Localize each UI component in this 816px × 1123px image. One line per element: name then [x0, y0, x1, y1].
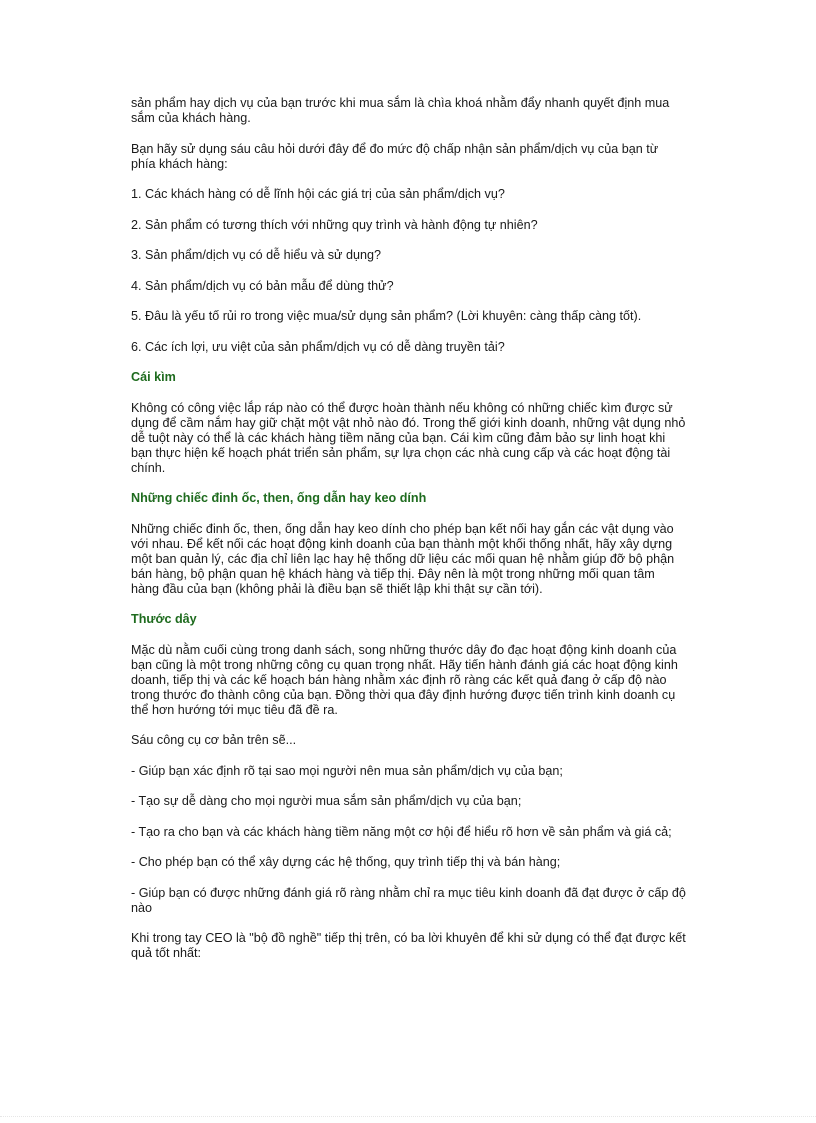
page-bottom-divider [0, 1116, 816, 1117]
section-body-pliers: Không có công việc lắp ráp nào có thể được hoàn thành nếu không có những chiếc kìm được sử dụng để cầm nắm hay giữ chặt một vật nhỏ nào đó. Trong thế giới kinh doanh, những vật dụng nhỏ dễ tuột này có thể là các khách hàng tiềm năng của bạn. Cái kìm cũng đảm bảo sự linh hoạt khi bạn thực hiện kế hoạch phát triển sản phẩm, sự lựa chọn các nhà cung cấp và các hoạt động tài chính. [131, 400, 686, 475]
closing-paragraph: Khi trong tay CEO là "bộ đồ nghề" tiếp thị trên, có ba lời khuyên để khi sử dụng có thể đạt được kết quả tốt nhất: [131, 931, 686, 960]
intro-paragraph: sản phẩm hay dịch vụ của bạn trước khi mua sắm là chìa khoá nhằm đẩy nhanh quyết định mua sắm của khách hàng. [131, 96, 670, 125]
question-item: 5. Đâu là yếu tố rủi ro trong việc mua/sử dụng sản phẩm? (Lời khuyên: càng thấp càng tốt). [131, 309, 642, 323]
section-heading-pliers: Cái kìm [131, 370, 176, 384]
document-page [131, 96, 686, 977]
section-body-tape-measure: Mặc dù nằm cuối cùng trong danh sách, song những thước dây đo đạc hoạt động kinh doanh của bạn cũng là một trong những công cụ quan trọng nhất. Hãy tiến hành đánh giá các hoạt động kinh doanh, tiếp thị và các kế hoạch bán hàng nhằm xác định rõ ràng các kết quả đang ở cấp độ nào trong thước đo thành công của bạn. Đồng thời qua đây định hướng được tiến trình kinh doanh cụ thể hơn hướng tới mục tiêu đã đề ra. [131, 642, 678, 717]
question-item: 2. Sản phẩm có tương thích với những quy trình và hành động tự nhiên? [131, 217, 538, 232]
section-heading-fasteners: Những chiếc đinh ốc, then, ống dẫn hay keo dính [131, 491, 427, 505]
section-heading-tape-measure: Thước dây [131, 612, 197, 626]
question-item: 4. Sản phẩm/dịch vụ có bản mẫu để dùng thử? [131, 278, 394, 293]
summary-item: - Cho phép bạn có thể xây dựng các hệ thống, quy trình tiếp thị và bán hàng; [131, 855, 561, 869]
question-item: 6. Các ích lợi, ưu việt của sản phẩm/dịch vụ có dễ dàng truyền tải? [131, 339, 505, 354]
summary-intro: Sáu công cụ cơ bản trên sẽ... [131, 733, 297, 747]
question-item: 3. Sản phẩm/dịch vụ có dễ hiểu và sử dụng? [131, 248, 381, 262]
section-body-fasteners: Những chiếc đinh ốc, then, ống dẫn hay keo dính cho phép bạn kết nối hay gắn các vật dụng vào với nhau. Để kết nối các hoạt động kinh doanh của bạn thành một khối thống nhất, hãy xây dựng một ban quản lý, các địa chỉ liên lạc hay hệ thống dữ liệu các mối quan hệ nhằm giúp đỡ bộ phận bán hàng, bộ phận quan hệ khách hàng và tiếp thị. Đây nên là một trong những mối quan tâm hàng đầu của bạn (không phải là điều bạn sẽ thiết lập khi thật sự cần tới). [131, 521, 675, 596]
intro-paragraph: Bạn hãy sử dụng sáu câu hỏi dưới đây để đo mức độ chấp nhận sản phẩm/dịch vụ của bạn từ phía khách hàng: [131, 141, 659, 171]
question-item: 1. Các khách hàng có dễ lĩnh hội các giá trị của sản phẩm/dịch vụ? [131, 187, 505, 201]
summary-item: - Tạo sự dễ dàng cho mọi người mua sắm sản phẩm/dịch vụ của bạn; [131, 794, 522, 808]
summary-item: - Tạo ra cho bạn và các khách hàng tiềm năng một cơ hội để hiểu rõ hơn về sản phẩm và giá cả; [131, 824, 672, 839]
summary-item: - Giúp bạn có được những đánh giá rõ ràng nhằm chỉ ra mục tiêu kinh doanh đã đạt được ở cấp độ nào [131, 885, 686, 915]
summary-item: - Giúp bạn xác định rõ tại sao mọi người nên mua sản phẩm/dịch vụ của bạn; [131, 763, 563, 778]
